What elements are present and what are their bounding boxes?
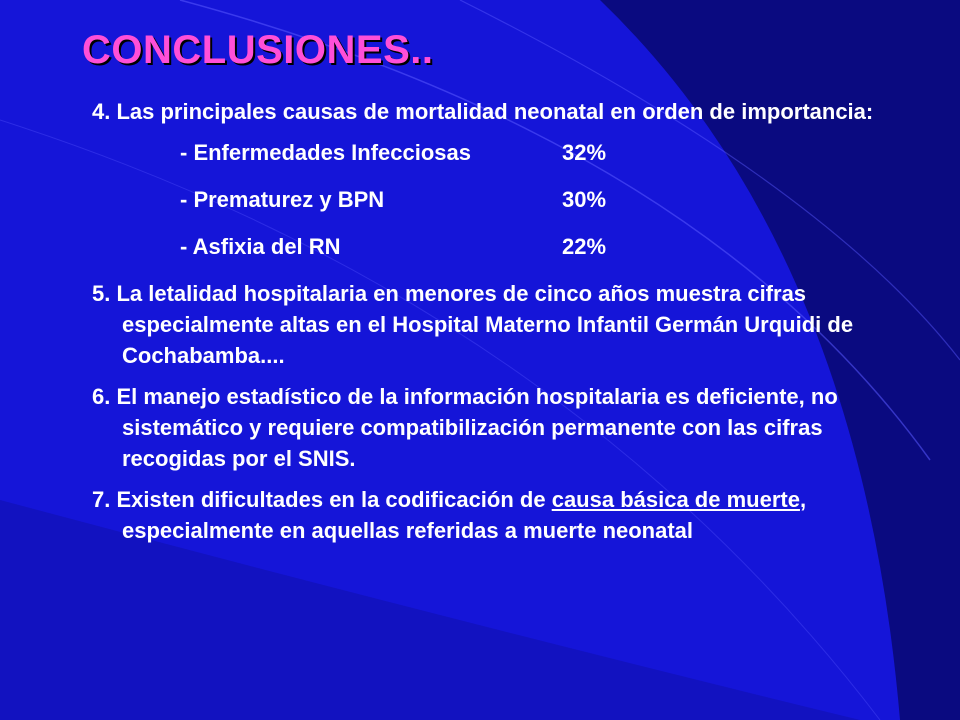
underlined-term: causa básica de muerte: [551, 487, 800, 512]
conclusion-item-5: 5. La letalidad hospitalaria en menores de cinco años muestra cifras especialmente altas en el Hospital Materno Infantil Germán Urquidi de Cochabamba....: [92, 281, 854, 368]
cause-name: - Asfixia del RN: [180, 234, 341, 259]
conclusion-item-4: 4. Las principales causas de mortalidad neonatal en orden de importancia:: [92, 99, 874, 124]
cause-row: [180, 231, 892, 262]
conclusion-item-6: 6. El manejo estadístico de la información hospitalaria es deficiente, no sistemático y requiere compatibilización permanente con las cifras recogidas por el SNIS.: [92, 384, 838, 471]
cause-name: - Prematurez y BPN: [180, 187, 385, 212]
cause-row: [180, 137, 892, 168]
slide-title: CONCLUSIONES..: [82, 28, 434, 72]
cause-percent: 30%: [562, 187, 607, 212]
conclusion-item-7: [92, 484, 892, 546]
cause-name: - Enfermedades Infecciosas: [180, 140, 472, 165]
cause-percent: 22%: [562, 234, 607, 259]
item-7-text-start: 7. Existen dificultades en la codificación de: [92, 487, 552, 512]
item-7-text-end: , especialmente en aquellas referidas a muerte neonatal: [122, 487, 807, 543]
conclusions-list: [92, 96, 892, 556]
cause-percent: 32%: [562, 140, 607, 165]
cause-row: [180, 184, 892, 215]
